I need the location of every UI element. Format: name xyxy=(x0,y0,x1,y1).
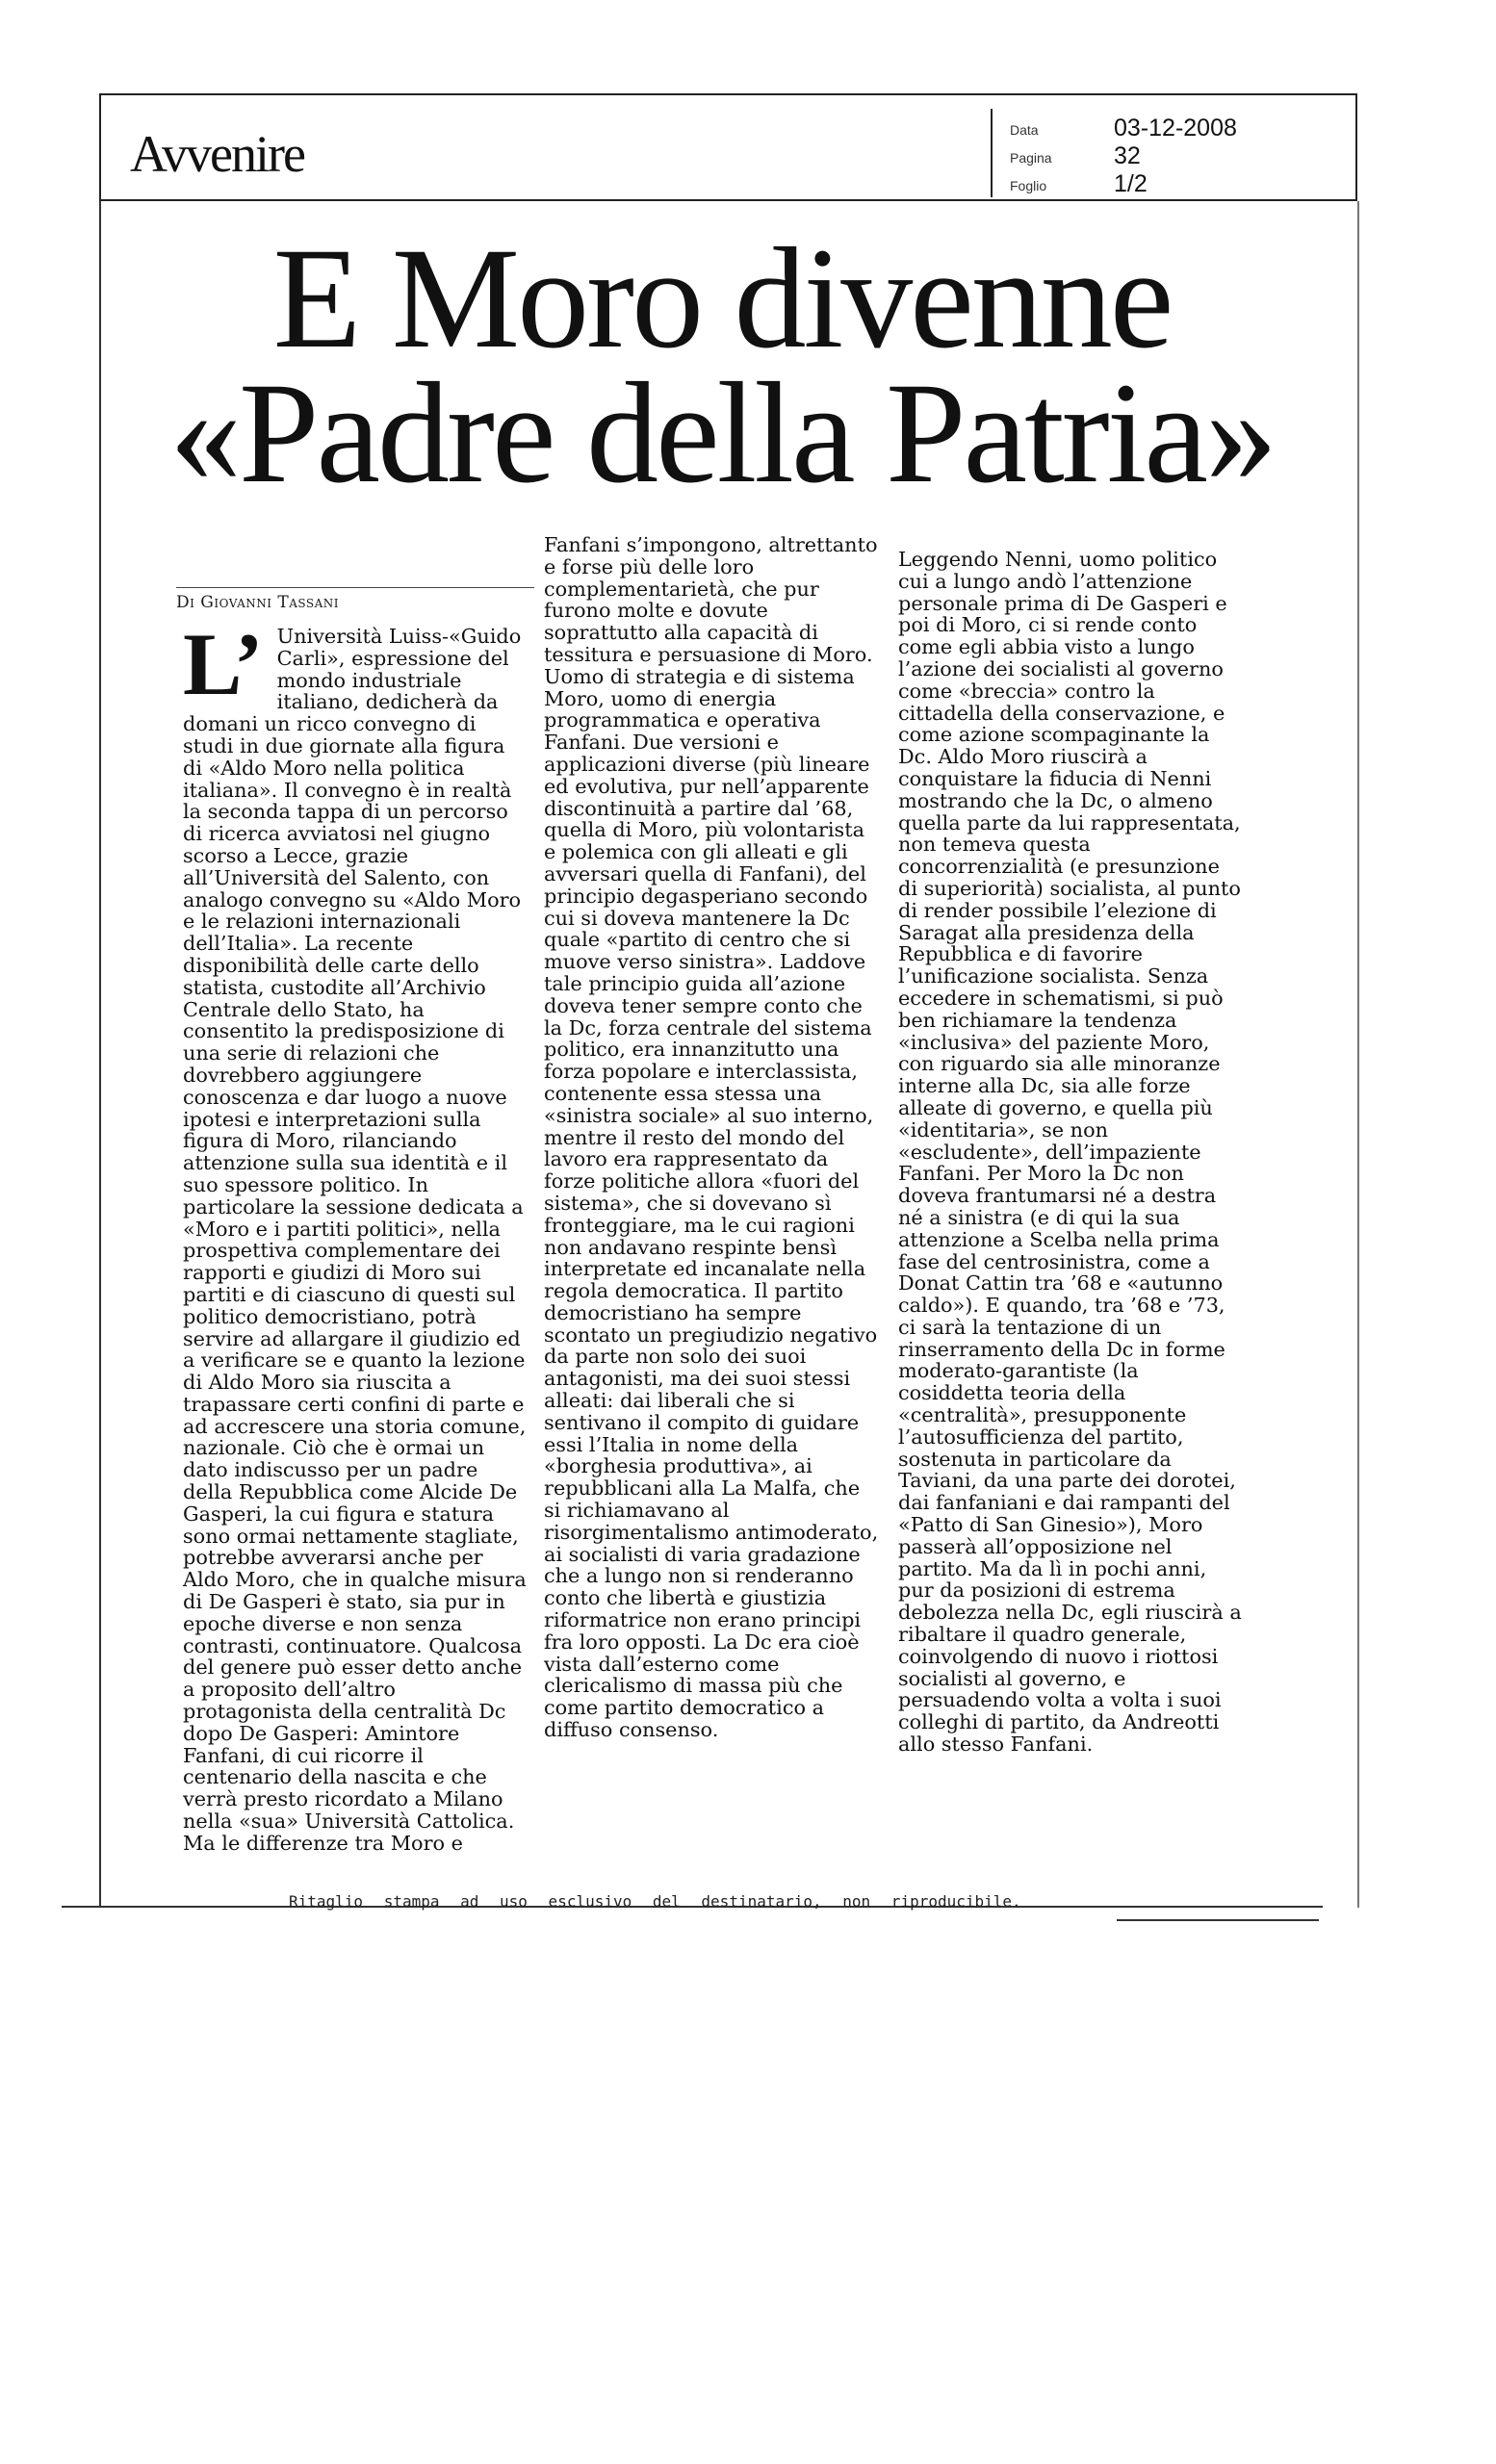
article-column-2 xyxy=(544,534,881,1741)
column-1-text: Università Luiss-«Guido Carli», espressione del mondo industriale italiano, dedicherà da domani un ricco convegno di studi in due giornate alla figura di «Aldo Moro nella politica italiana». Il convegno è in realtà la seconda tappa di un percorso di ricerca avviatosi nel giugno scorso a Lecce, grazie all’Università del Salento, con analogo convegno su «Aldo Moro e le relazioni internazionali dell’Italia». La recente disponibilità delle carte dello statista, custodite all’Archivio Centrale dello Stato, ha consentito la predisposizione di una serie di relazioni che dovrebbero aggiungere conoscenza e dar luogo a nuove ipotesi e interpretazioni sulla figura di Moro, rilanciando attenzione sulla sua identità e il suo spessore politico. In particolare la sessione dedicata a «Moro e i partiti politici», nella prospettiva complementare dei rapporti e giudizi di Moro sui partiti e di ciascuno di questi sul politico democristiano, potrà servire ad allargare il giudizio ed a verificare se e quanto la lezione di Aldo Moro sia riuscita a trapassare certi confini di parte e ad accrescere una storia comune, nazionale. Ciò che è ormai un dato indiscusso per un padre della Repubblica come Alcide De Gasperi, la cui figura e statura sono ormai nettamente stagliate, potrebbe avverarsi anche per Aldo Moro, che in qualche misura di De Gasperi è stato, sia pur in epoche diverse e non senza contrasti, continuatore. Qualcosa del genere può esser detto anche a proposito dell’altro protagonista della centralità Dc dopo De Gasperi: Amintore Fanfani, di cui ricorre il centenario della nascita e che verrà presto ricordato a Milano nella «sua» Università Cattolica. Ma le differenze tra Moro e xyxy=(183,625,527,1855)
clipping-notice: Ritaglio stampa ad uso esclusivo del destinatario, non riproducibile. xyxy=(289,1892,1021,1911)
newspaper-masthead: Avvenire xyxy=(130,125,304,183)
headline-line-1: E Moro divenne xyxy=(272,218,1172,378)
meta-row-sheet xyxy=(1010,170,1356,199)
drop-cap: L’ xyxy=(183,615,264,713)
article-column-3 xyxy=(898,549,1243,1756)
meta-value-sheet: 1/2 xyxy=(1114,170,1148,197)
header-box xyxy=(99,93,1357,201)
byline xyxy=(176,593,339,612)
meta-label-date: Data xyxy=(1010,122,1039,138)
column-3-text: Leggendo Nenni, uomo politico cui a lungo andò l’attenzione personale prima di De Gasperi e poi di Moro, ci si rende conto come egli abbia visto a lungo l’azione dei socialisti al governo come «breccia» contro la cittadella della conservazione, e come azione scompaginante la Dc. Aldo Moro riuscirà a conquistare la fiducia di Nenni mostrando che la Dc, o almeno quella parte da lui rappresentata, non temeva questa concorrenzialità (e presunzione di superiorità) socialista, al punto di render possibile l’elezione di Saragat alla presidenza della Repubblica e di favorire l’unificazione socialista. Senza eccedere in schematismi, si può ben richiamare la tendenza «inclusiva» del paziente Moro, con riguardo sia alle minoranze interne alla Dc, sia alle forze alleate di governo, e quella più «identitaria», se non «escludente», dell’impaziente Fanfani. Per Moro la Dc non doveva frantumarsi né a destra né a sinistra (e di qui la sua attenzione a Scelba nella prima fase del centrosinistra, come a Donat Cattin tra ’68 e «autunno caldo»). E quando, tra ’68 e ’73, ci sarà la tentazione di un rinserramento della Dc in forme moderato-garantiste (la cosiddetta teoria della «centralità», presupponente l’autosufficienza del partito, sostenuta in particolare da Taviani, da una parte dei dorotei, dai fanfaniani e dai rampanti del «Patto di San Ginesio»), Moro passerà all’opposizione nel partito. Ma da lì in pochi anni, pur da posizioni di estrema debolezza nella Dc, egli riuscirà a ribaltare il quadro generale, coinvolgendo di nuovo i riottosi socialisti al governo, e persuadendo volta a volta i suoi colleghi di partito, da Andreotti allo stesso Fanfani. xyxy=(898,548,1242,1757)
column-2-text: Fanfani s’impongono, altrettanto e forse più delle loro complementarietà, che pur furono molte e dovute soprattutto alla capacità di tessitura e persuasione di Moro. Uomo di strategia e di sistema Moro, uomo di energia programmatica e operativa Fanfani. Due versioni e applicazioni diverse (più lineare ed evolutiva, pur nell’apparente discontinuità a partire dal ’68, quella di Moro, più volontarista e polemica con gli alleati e gli avversari quella di Fanfani), del principio degasperiano secondo cui si doveva mantenere la Dc quale «partito di centro che si muove verso sinistra». Laddove tale principio guida all’azione doveva tener sempre conto che la Dc, forza centrale del sistema politico, era innanzitutto una forza popolare e interclassista, contenente essa stessa una «sinistra sociale» al suo interno, mentre il resto del mondo del lavoro era rappresentato da forze politiche allora «fuori del sistema», che si dovevano sì fronteggiare, ma le cui ragioni non andavano respinte bensì interpretate ed incanalate nella regola democratica. Il partito democristiano ha sempre scontato un pregiudizio negativo da parte non solo dei suoi antagonisti, ma dei suoi stessi alleati: dai liberali che si sentivano il compito di guidare essi l’Italia in nome della «borghesia produttiva», ai repubblicani alla La Malfa, che si richiamavano al risorgimentalismo antimoderato, ai socialisti di varia gradazione che a lungo non si renderanno conto che libertà e giustizia riformatrice non erano principi fra loro opposti. La Dc era cioè vista dall’esterno come clericalismo di massa più che come partito democratico a diffuso consenso. xyxy=(544,533,879,1742)
byline-prefix: Di xyxy=(176,593,195,612)
frame-right-border xyxy=(1357,201,1359,1908)
article-column-1 xyxy=(183,615,528,1855)
meta-label-page: Pagina xyxy=(1010,150,1052,166)
meta-row-date xyxy=(1010,115,1356,143)
meta-row-page xyxy=(1010,142,1356,171)
clipping-meta xyxy=(991,109,1356,197)
byline-author: Giovanni Tassani xyxy=(200,593,340,612)
article-headline xyxy=(96,218,1348,513)
byline-rule xyxy=(176,587,534,588)
headline-line-2: «Padre della Patria» xyxy=(169,353,1275,513)
footer-right-rule xyxy=(1117,1919,1319,1921)
meta-value-date: 03-12-2008 xyxy=(1114,115,1237,141)
meta-label-sheet: Foglio xyxy=(1010,178,1047,193)
meta-value-page: 32 xyxy=(1114,142,1141,169)
